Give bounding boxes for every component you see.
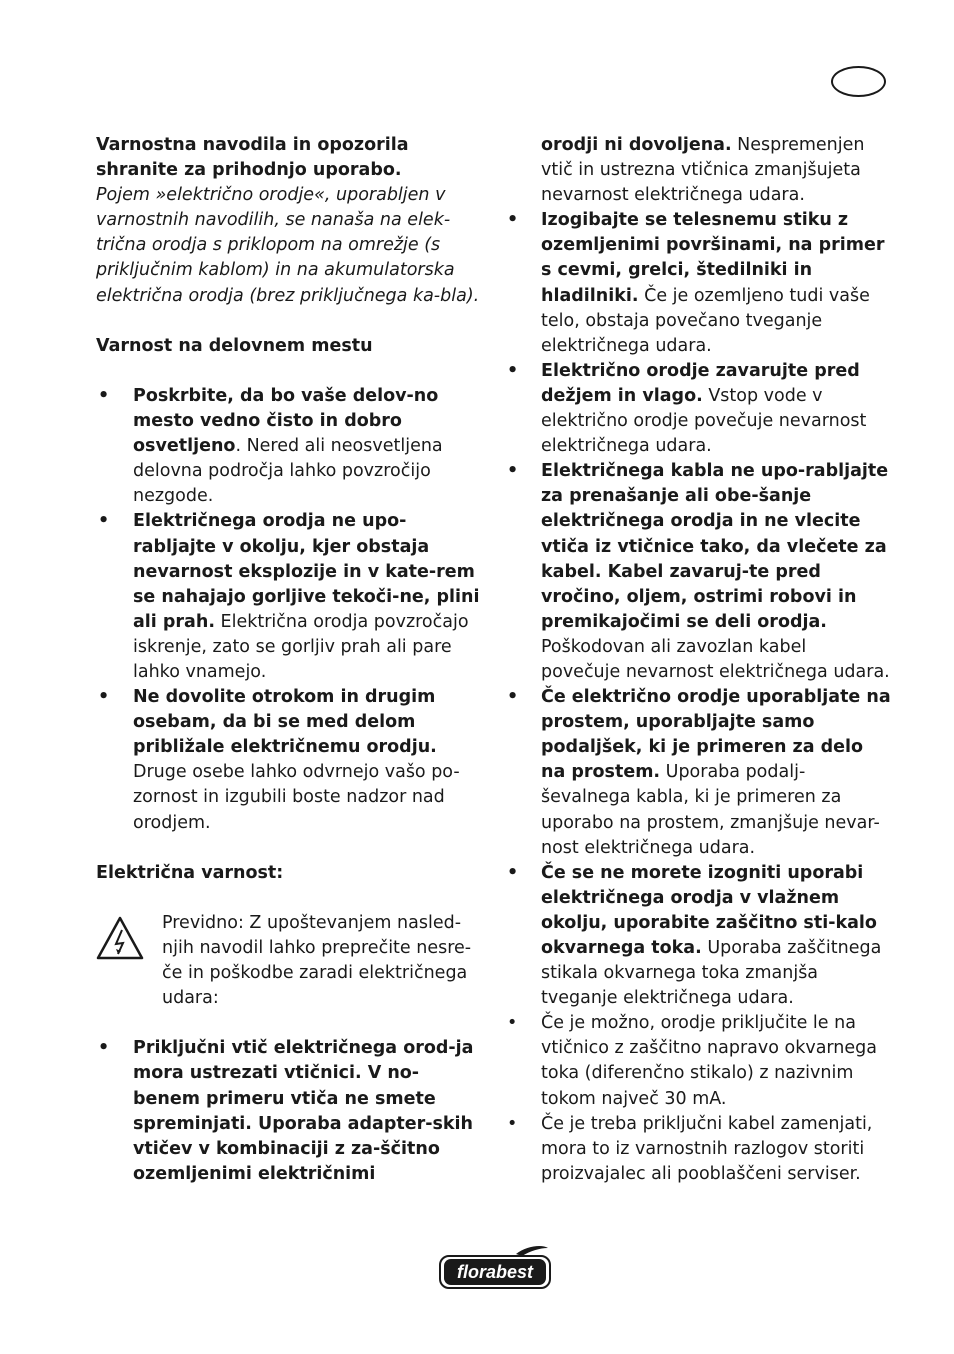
section-title-workplace: Varnost na delovnem mestu [96, 335, 373, 356]
item-bold: Ne dovolite otrokom in drugim osebam, da bi se med delom približale električnemu orodju. [133, 687, 437, 758]
item-bold: Izogibajte se telesnemu stiku z ozemljenimi površinami, na primer s cevmi, grelci, štedilniki in hladilniki. [541, 210, 885, 306]
item-bold: Električnega kabla ne upo-rabljajte za prenašanje ali obe-šanje električnega orodja in ne vlecite vtiča iz vtičnice tako, da vlečete za kabel. Kabel zavaruj-te pred vročino, oljem, ostrimi robovi in premikajočimi se deli orodja. [541, 461, 889, 632]
intro-italic: Pojem »električno orodje«, uporabljen v varnostnih navodilih, se nanaša na elek-trična orodja s priklopom na omrežje (s priključnim kablom) in na akumulatorska električna orodja (brez priključnega ka-bla). [96, 185, 480, 306]
item-text: Vstop vode v električno orodje povečuje nevarnost električnega udara. [541, 385, 867, 457]
item-text: Poškodovan ali zavozlan kabel povečuje nevarnost električnega udara. [541, 636, 890, 682]
list-item [507, 359, 891, 459]
item-bold: Če se ne morete izogniti uporabi električnega orodja v vlažnem okolju, uporabite zaščitno sti-kalo okvarnega toka. [541, 862, 877, 958]
list-item [507, 208, 891, 359]
bullet-icon: • [507, 210, 519, 231]
warning-text: Previdno: Z upoštevanjem nasled-njih navodil lahko preprečite nesre-če in poškodbe zaradi električnega udara: [162, 912, 472, 1009]
bullet-icon: • [98, 385, 110, 406]
list-item [96, 384, 484, 509]
bullet-icon: • [98, 511, 110, 532]
right-column [507, 133, 891, 1187]
florabest-logo [438, 1244, 552, 1290]
list-item [96, 685, 484, 836]
item-text: Če je možno, orodje priključite le na vtičnico z zaščitno napravo okvarnega toka (diferenčno stikalo) z nazivnim tokom največ 30 mA. [541, 1013, 877, 1109]
bullet-icon: • [98, 687, 110, 708]
list-item [507, 459, 891, 685]
continuation-paragraph [541, 133, 891, 208]
list-item [96, 1036, 484, 1187]
list-item [96, 509, 484, 685]
item-text: . Nered ali neosvetljena delovna področja lahko povzročijo nezgode. [133, 436, 443, 507]
intro-bold: Varnostna navodila in opozorila shranite za prihodnjo uporabo. [96, 135, 409, 181]
item-bold: Priključni vtič električnega orod-ja mora ustrezati vtičnici. V no-benem primeru vtiča ne smete spreminjati. Uporaba adapter-skih vtičev v kombinaciji z za-ščitno ozemljenimi električnimi [133, 1038, 474, 1184]
item-bold: Električno orodje zavarujte pred dežjem in vlago. [541, 360, 860, 406]
electric-hazard-icon [96, 916, 144, 960]
bullet-icon: • [98, 1038, 110, 1059]
item-text: Uporaba podalj-ševalnega kabla, ki je primeren za uporabo na prostem, zmanjšuje nevar-nost električnega udara. [541, 762, 880, 858]
list-item [507, 1011, 891, 1111]
item-text: Električna orodja povzročajo iskrenje, zato se gorljiv prah ali pare lahko vnamejo. [133, 611, 469, 682]
left-column [96, 133, 484, 1187]
bullet-icon: • [507, 461, 519, 482]
item-bold: Poskrbite, da bo vaše delov-no mesto vedno čisto in dobro osvetljeno [133, 385, 439, 457]
list-item [507, 1112, 891, 1187]
bullet-icon: • [507, 1013, 518, 1034]
item-text: Če je treba priključni kabel zamenjati, mora to iz varnostnih razlogov storiti proizvajalec ali pooblaščeni serviser. [541, 1113, 873, 1184]
list-item [507, 685, 891, 861]
bullet-icon: • [507, 687, 519, 708]
item-text: Uporaba zaščitnega stikala okvarnega toka zmanjša tveganje električnega udara. [541, 938, 882, 1009]
item-bold: Če električno orodje uporabljate na prostem, uporabljajte samo podaljšek, ki je primeren za delo na prostem. [541, 687, 891, 783]
item-bold: Električnega orodja ne upo-rabljajte v okolju, kjer obstaja nevarnost eksplozije in v kate-rem se nahajajo gorljive tekoči-ne, plini ali prah. [133, 511, 480, 632]
logo-text: florabest [456, 1262, 534, 1282]
warning-block [96, 911, 484, 1011]
bullet-icon: • [507, 1113, 518, 1134]
item-text: Če je ozemljeno tudi vaše telo, obstaja povečano tveganje električnega udara. [541, 285, 870, 356]
continuation-bold: orodji ni dovoljena. [541, 135, 732, 155]
continuation-text: Nespremenjen vtič in ustrezna vtičnica zmanjšujeta nevarnost električnega udara. [541, 135, 865, 206]
item-text: Druge osebe lahko odvrnejo vašo po-zornost in izgubili boste nadzor nad orodjem. [133, 762, 460, 833]
list-item [507, 861, 891, 1012]
section-title-electrical: Električna varnost: [96, 862, 284, 883]
bullet-icon: • [507, 862, 519, 883]
language-badge [831, 66, 886, 97]
bullet-icon: • [507, 360, 519, 381]
